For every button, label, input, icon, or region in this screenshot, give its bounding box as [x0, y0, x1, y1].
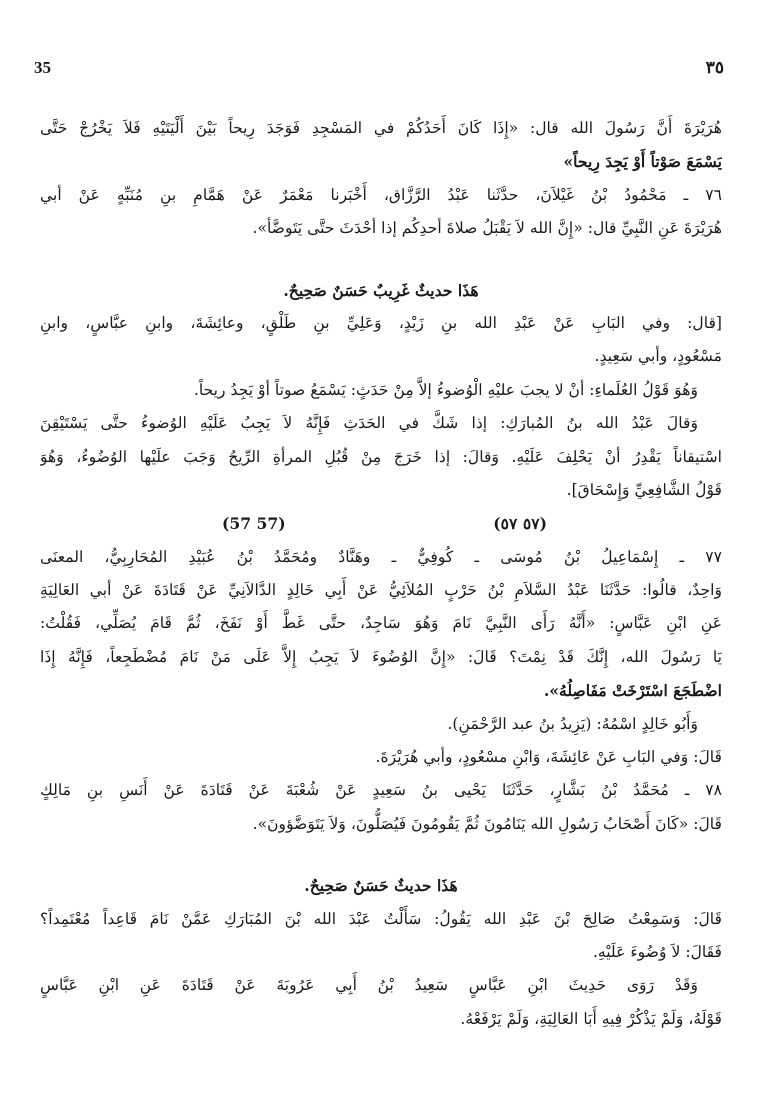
hadith-grade: هَذَا حديثٌ حَسَنٌ صَحِيحٌ.	[304, 876, 458, 896]
text-line: فَقَالَ: لاَ وُضُوءَ عَلَيْهِ.	[592, 942, 722, 961]
text-line: قَوْلَهُ، وَلَمْ يَذْكُرْ فِيهِ أَبَا العَالِيَةِ، وَلَمْ يَرْفَعْهُ.	[460, 1009, 722, 1028]
text-line: هُرَيْرَةَ عَنِ النَّبِيِّ قال: «إِنَّ الله لاَ يَقْبَلُ صلاةَ أحدِكُم إذا أحْدَثَ حتَّى يَتَوضَّأ».	[252, 219, 722, 238]
body-text	[40, 112, 722, 1036]
ref-arabic: (٥٧ ٥٧)	[493, 514, 547, 534]
hadith-78-line: ٧٨ ـ مُحَمَّدُ بْنُ بَشَّارٍ، حَدَّثَنَا يَحْيى بنُ سَعِيدٍ عَنْ شُعْبَةَ عَنْ قَتَادَةَ عَنْ أَنَسِ بنِ مَالِكٍ	[40, 781, 722, 800]
ref-latin: (57 57)	[222, 514, 286, 534]
text-line: وَأَبُو خَالِدٍ اسْمُهُ: (يَزِيدُ بنُ عبد الرَّحْمَنِ).	[447, 714, 698, 733]
page-number-latin: 35	[34, 58, 51, 77]
text-line: عَنِ ابْنِ عَبَّاسٍ: «أَنَّهُ رَأَى النَّبِيَّ نَامَ وَهُوَ سَاجِدٌ، حتَّى غَطَّ أَوْ نَفَخَ، ثُمَّ قَامَ يُصَلِّي، فَقُلْتُ:	[40, 614, 722, 633]
text-line: هُرَيْرَةَ أَنَّ رَسُولَ الله قال: «إِذَا كَانَ أَحَدُكُمْ في المَسْجِدِ فَوَجَدَ رِيحاً بَيْنَ أَلْيَتَيْهِ فَلاَ يَخْرُجْ حَتَّى	[40, 119, 722, 137]
text-line: قَالَ: «كَانَ أَصْحَابُ رَسُولِ الله يَنَامُونَ ثُمَّ يَقُومُونَ فَيُصَلُّونَ، وَلاَ يَتَوَضَّؤونَ».	[252, 814, 722, 833]
text-line: وَقالَ عَبْدُ الله بنُ المُبارَكِ: إذا شَكَّ في الحَدَثِ فَإِنَّهُ لاَ يَجِبُ عَلَيْهِ الوُضوءُ حتَّى يَسْتَيْقِنَ	[40, 414, 698, 433]
text-line: مَسْعُودٍ، وأبي سَعِيدٍ.	[594, 347, 722, 366]
hadith-77-line: ٧٧ ـ إِسْمَاعِيلُ بْنُ مُوسَى ـ كُوفِيٌّ ـ وهَنَّادٌ ومُحَمَّدُ بْنُ عُبَيْدِ المُحَارِبِيُّ، المعنَى	[40, 547, 722, 566]
page-number-arabic: ٣٥	[705, 58, 724, 78]
text-line: وَهُوَ قَوْلُ العُلَماءِ: أنْ لا يجبَ عليْهِ الْوُضوءُ إلاَّ مِنْ حَدَثٍ: يَسْمَعُ صوتاً أوْ يَجِدُ ريحاً.	[193, 380, 698, 399]
text-line: يَسْمَعَ صَوْتاً أَوْ يَجِدَ رِيحاً»	[563, 152, 722, 172]
text-line: وَاحِدٌ، قالُوا: حَدَّثَنَا عَبْدُ السَّلاَمِ بْنُ حَرْبٍ المُلاَئِيُّ عَنْ أَبِي خَالِدٍ الدَّالاَنِيِّ عَنْ قَتَادَةَ عَنْ أبي العَالِيَةِ	[40, 581, 722, 600]
text-line: قَالَ: وَفي البَابِ عَنْ عَائِشَةَ، وَابْنِ مسْعُودٍ، وأبي هُرَيْرَةَ.	[375, 748, 722, 767]
text-line: قَالَ: وَسَمِعْتُ صَالِحَ بْنَ عَبْدِ الله يَقُولُ: سَأَلْتُ عَبْدَ الله بْنَ المُبَارَكِ عَمَّنْ نَامَ قَاعِداً مُعْتَمِداً؟	[40, 909, 722, 928]
text-line: وَقَدْ رَوَى حَدِيثَ ابْنِ عَبَّاسٍ سَعِيدُ بْنُ أَبِي عَرُوبَةَ عَنْ قَتَادَةَ عَنِ ابْنِ عَبَّاسٍ	[40, 976, 698, 995]
text-line: يَا رَسُولَ الله، إِنَّكَ قَدْ نِمْتَ؟ قَالَ: «إِنَّ الوُضُوءَ لاَ يَجِبُ إِلاَّ عَلَى مَنْ نَامَ مُضْطَجِعاً، فَإِنَّهُ إِذَا	[40, 647, 722, 666]
text-line: اسْتيقاناً يَقْدِرُ أنْ يَحْلِفَ عَلَيْهِ. وَقالَ: إذا خَرَجَ مِنْ قُبُلِ المرأةِ الرِّيحُ وَجَبَ علَيْها الوُضُوءُ، وَهُوَ	[40, 447, 722, 466]
cross-reference-line	[40, 507, 722, 540]
text-line: قَوْلُ الشَّافِعِيِّ وَإِسْحَاقَ].	[566, 480, 722, 499]
text-line: [قال: وفي البَابِ عَنْ عَبْدِ الله بنِ زَيْدٍ، وَعَلِيِّ بنِ طَلْقٍ، وعائِشَةَ، وابنِ عبَّاسٍ، وابنِ	[40, 313, 722, 332]
hadith-grade: هَذَا حديثٌ غَرِيبٌ حَسَنٌ صَحِيحٌ.	[283, 280, 479, 300]
text-line: اضْطَجَعَ اسْتَرْخَتْ مَفَاصِلُهُ».	[543, 681, 722, 701]
hadith-76-line: ٧٦ ـ مَحْمُودُ بْنُ غَيْلاَنَ، حدَّثَنا عَبْدُ الرَّزَّاق، أَخْبَرنا مَعْمَرٌ عَنْ هَمَّامِ بنِ مُنَبِّهٍ عَنْ أبي	[40, 185, 722, 204]
